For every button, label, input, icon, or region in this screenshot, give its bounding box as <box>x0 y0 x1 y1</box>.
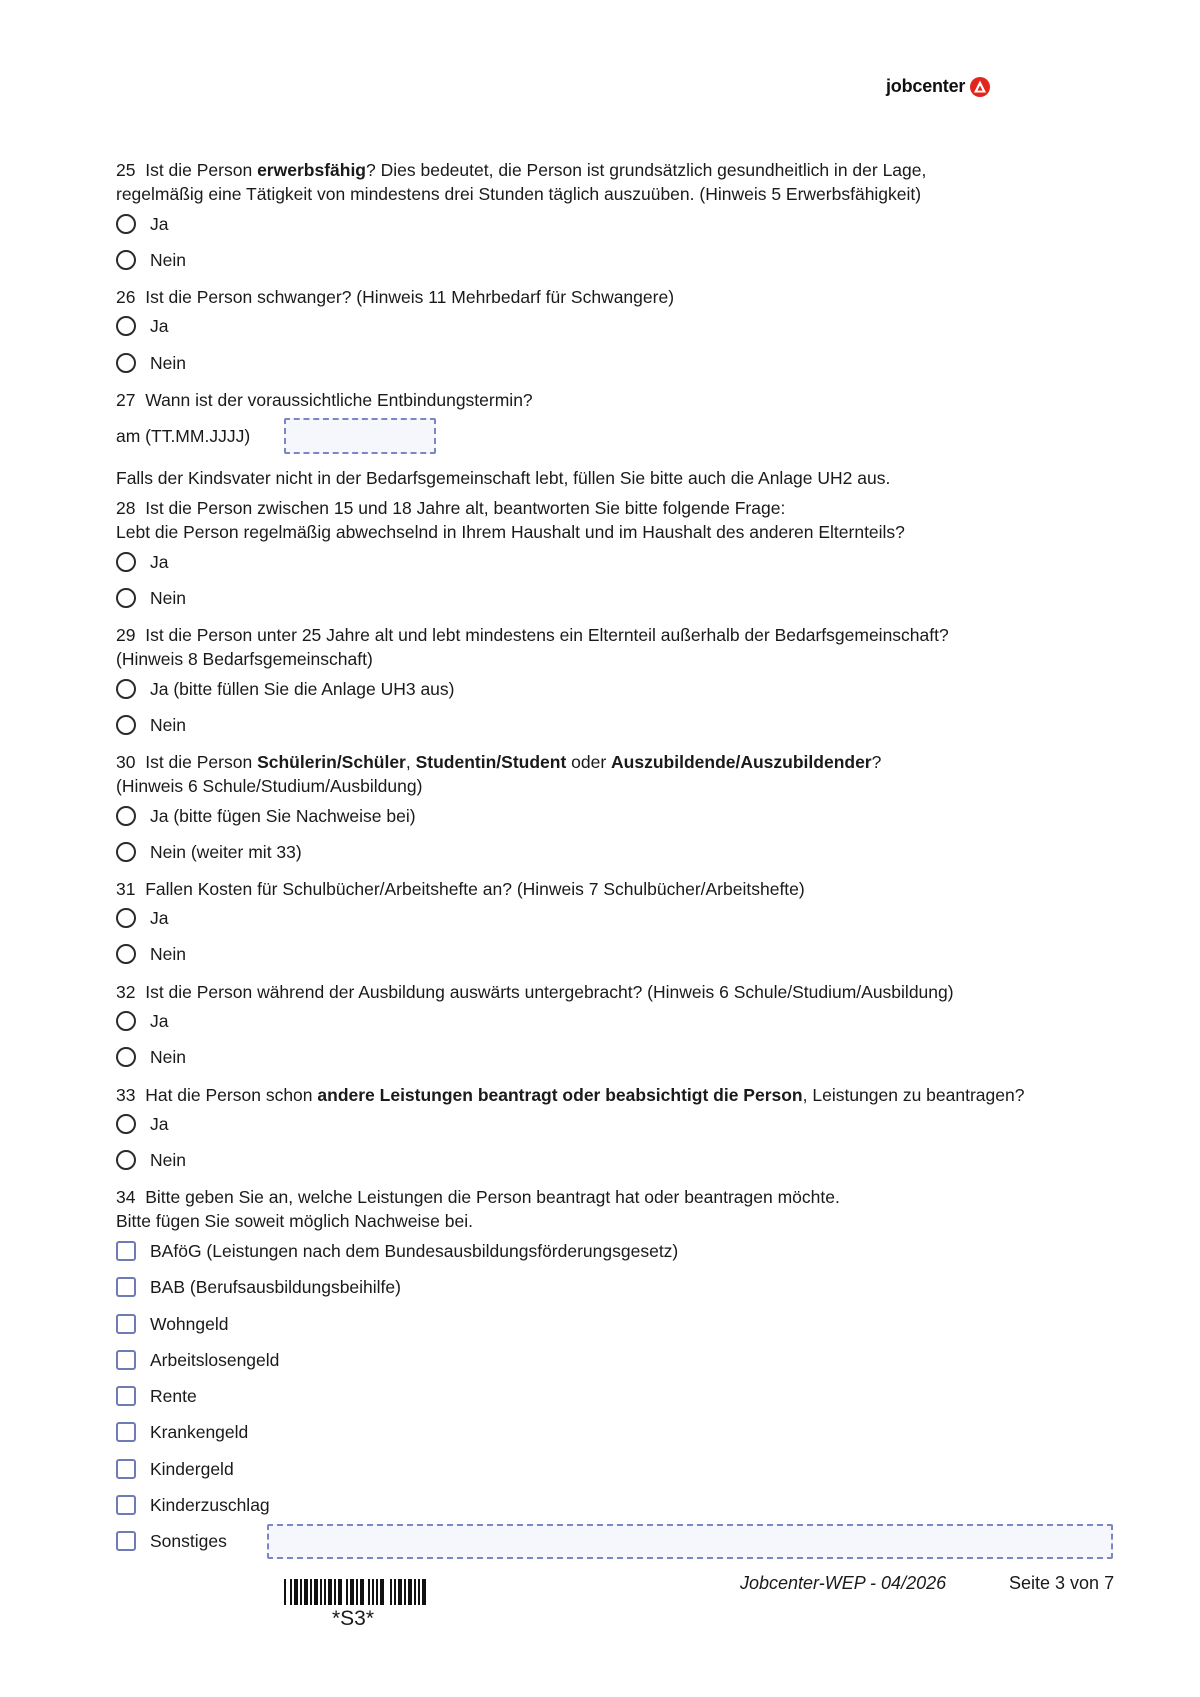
q28-option-ja[interactable] <box>116 549 168 575</box>
checkbox-label: Sonstiges <box>150 1531 227 1551</box>
checkbox-label: BAB (Berufsausbildungsbeihilfe) <box>150 1277 401 1297</box>
question-number: 33 <box>116 1085 136 1105</box>
q25-option-nein[interactable] <box>116 247 186 273</box>
question-text: Wann ist der voraussichtliche Entbindungstermin? <box>145 390 533 410</box>
question-text: oder <box>566 752 612 772</box>
question-text-bold: Studentin/Student <box>415 752 567 772</box>
option-label: Nein <box>150 588 186 608</box>
checkbox-label: Kindergeld <box>150 1459 234 1479</box>
q31-option-ja[interactable] <box>116 905 168 931</box>
question-28 <box>116 496 1126 544</box>
checkbox-label: Wohngeld <box>150 1314 229 1334</box>
note-kindsvater <box>116 466 1126 490</box>
radio-button[interactable] <box>116 908 136 928</box>
radio-button[interactable] <box>116 588 136 608</box>
radio-button[interactable] <box>116 1011 136 1031</box>
checkbox-wohngeld[interactable] <box>116 1311 229 1337</box>
q26-option-nein[interactable] <box>116 350 186 376</box>
option-label: Ja <box>150 1114 169 1134</box>
option-label: Ja <box>150 316 169 336</box>
sonstiges-input[interactable] <box>267 1524 1113 1559</box>
checkbox[interactable] <box>116 1277 136 1297</box>
q29-option-ja[interactable] <box>116 676 454 702</box>
question-text: Ist die Person zwischen 15 und 18 Jahre alt, beantworten Sie bitte folgende Frage: <box>145 498 786 518</box>
question-text-bold: Schülerin/Schüler <box>257 752 406 772</box>
question-text: Ist die Person <box>145 160 258 180</box>
q31-option-nein[interactable] <box>116 941 186 967</box>
question-number: 25 <box>116 160 136 180</box>
question-text: Fallen Kosten für Schulbücher/Arbeitshefte an? (Hinweis 7 Schulbücher/Arbeitshefte) <box>145 879 805 899</box>
document-id: Jobcenter-WEP - 04/2026 <box>740 1573 947 1593</box>
barcode-text: *S3* <box>332 1607 375 1630</box>
question-text: Lebt die Person regelmäßig abwechselnd in Ihrem Haushalt und im Haushalt des anderen Elternteils? <box>116 522 905 542</box>
radio-button[interactable] <box>116 1047 136 1067</box>
question-number: 26 <box>116 287 136 307</box>
question-text-bold: erwerbsfähig <box>257 160 367 180</box>
checkbox-sonstiges[interactable] <box>116 1528 227 1554</box>
question-number: 30 <box>116 752 136 772</box>
radio-button[interactable] <box>116 806 136 826</box>
barcode-image <box>284 1579 426 1605</box>
q29-option-nein[interactable] <box>116 712 186 738</box>
question-text-bold: Auszubildende/Auszubildender <box>611 752 872 772</box>
checkbox[interactable] <box>116 1459 136 1479</box>
radio-button[interactable] <box>116 353 136 373</box>
question-text: Ist die Person während der Ausbildung auswärts untergebracht? (Hinweis 6 Schule/Studium/Ausbildung) <box>145 982 954 1002</box>
radio-button[interactable] <box>116 552 136 572</box>
question-text: Ist die Person schwanger? (Hinweis 11 Mehrbedarf für Schwangere) <box>145 287 675 307</box>
option-label: Nein <box>150 944 186 964</box>
radio-button[interactable] <box>116 944 136 964</box>
radio-button[interactable] <box>116 214 136 234</box>
question-text: , <box>405 752 416 772</box>
checkbox-arbeitslosengeld[interactable] <box>116 1347 279 1373</box>
option-label: Ja <box>150 214 169 234</box>
q33-option-nein[interactable] <box>116 1147 186 1173</box>
question-text: , Leistungen zu beantragen? <box>802 1085 1025 1105</box>
option-label: Ja <box>150 1011 169 1031</box>
question-number: 34 <box>116 1187 136 1207</box>
question-text: Bitte geben Sie an, welche Leistungen die Person beantragt hat oder beantragen möchte. <box>145 1187 840 1207</box>
checkbox[interactable] <box>116 1422 136 1442</box>
radio-button[interactable] <box>116 250 136 270</box>
q30-option-nein[interactable] <box>116 839 302 865</box>
radio-button[interactable] <box>116 316 136 336</box>
question-text: Ist die Person unter 25 Jahre alt und lebt mindestens ein Elternteil außerhalb der Bedarfsgemeinschaft? <box>145 625 949 645</box>
radio-button[interactable] <box>116 842 136 862</box>
question-text: ? Dies bedeutet, die Person ist grundsätzlich gesundheitlich in der Lage, <box>366 160 927 180</box>
due-date-input[interactable] <box>284 418 436 454</box>
checkbox[interactable] <box>116 1495 136 1515</box>
checkbox-label: Rente <box>150 1386 197 1406</box>
option-label: Nein <box>150 1047 186 1067</box>
option-label: Nein (weiter mit 33) <box>150 842 302 862</box>
q25-option-ja[interactable] <box>116 211 168 237</box>
question-32 <box>116 980 1126 1004</box>
checkbox[interactable] <box>116 1386 136 1406</box>
checkbox-kinderzuschlag[interactable] <box>116 1492 270 1518</box>
question-number: 28 <box>116 498 136 518</box>
question-text: Ist die Person <box>145 752 258 772</box>
option-label: Ja <box>150 908 169 928</box>
question-30 <box>116 750 1126 798</box>
checkbox-bab[interactable] <box>116 1274 401 1300</box>
checkbox[interactable] <box>116 1350 136 1370</box>
question-text: Bitte fügen Sie soweit möglich Nachweise bei. <box>116 1211 473 1231</box>
question-text-bold: andere Leistungen beantragt oder beabsichtigt die Person <box>317 1085 803 1105</box>
question-27 <box>116 388 1126 412</box>
question-text: ? <box>871 752 882 772</box>
radio-button[interactable] <box>116 715 136 735</box>
option-label: Nein <box>150 715 186 735</box>
checkbox-rente[interactable] <box>116 1383 197 1409</box>
option-label: Ja (bitte fügen Sie Nachweise bei) <box>150 806 416 826</box>
checkbox-kindergeld[interactable] <box>116 1456 234 1482</box>
question-text: Hat die Person schon <box>145 1085 318 1105</box>
jobcenter-logo <box>886 76 991 97</box>
date-label <box>116 424 1126 448</box>
logo-triangle-icon <box>969 77 991 97</box>
option-label: Ja (bitte füllen Sie die Anlage UH3 aus) <box>150 679 455 699</box>
q32-option-nein[interactable] <box>116 1044 186 1070</box>
q33-option-ja[interactable] <box>116 1111 168 1137</box>
option-label: Nein <box>150 1150 186 1170</box>
option-label: Ja <box>150 552 169 572</box>
page-number: Seite 3 von 7 <box>1009 1573 1115 1593</box>
question-number: 32 <box>116 982 136 1002</box>
q32-option-ja[interactable] <box>116 1008 168 1034</box>
option-label: Nein <box>150 353 186 373</box>
checkbox[interactable] <box>116 1241 136 1261</box>
option-label: Nein <box>150 250 186 270</box>
radio-button[interactable] <box>116 1114 136 1134</box>
question-text: (Hinweis 6 Schule/Studium/Ausbildung) <box>116 776 423 796</box>
question-number: 29 <box>116 625 136 645</box>
radio-button[interactable] <box>116 679 136 699</box>
checkbox-bafoeg[interactable] <box>116 1238 678 1264</box>
question-33 <box>116 1083 1126 1107</box>
question-number: 31 <box>116 879 136 899</box>
checkbox[interactable] <box>116 1314 136 1334</box>
question-29 <box>116 623 1126 671</box>
checkbox-label: Arbeitslosengeld <box>150 1350 280 1370</box>
checkbox-label: BAföG (Leistungen nach dem Bundesausbildungsförderungsgesetz) <box>150 1241 679 1261</box>
checkbox-label: Kinderzuschlag <box>150 1495 270 1515</box>
question-text: (Hinweis 8 Bedarfsgemeinschaft) <box>116 649 373 669</box>
q30-option-ja[interactable] <box>116 803 416 829</box>
checkbox-krankengeld[interactable] <box>116 1419 248 1445</box>
logo-text: jobcenter <box>886 76 966 96</box>
question-text: regelmäßig eine Tätigkeit von mindestens drei Stunden täglich auszuüben. (Hinweis 5 Erwerbsfähigkeit) <box>116 184 922 204</box>
q28-option-nein[interactable] <box>116 585 186 611</box>
question-26 <box>116 285 1126 309</box>
note-text: Falls der Kindsvater nicht in der Bedarfsgemeinschaft lebt, füllen Sie bitte auch die Anlage UH2 aus. <box>116 468 891 488</box>
q26-option-ja[interactable] <box>116 313 168 339</box>
question-number: 27 <box>116 390 136 410</box>
question-31 <box>116 877 1126 901</box>
question-34 <box>116 1185 1126 1233</box>
date-label-text: am (TT.MM.JJJJ) <box>116 426 251 446</box>
question-25 <box>116 158 1126 206</box>
checkbox-label: Krankengeld <box>150 1422 249 1442</box>
checkbox[interactable] <box>116 1531 136 1551</box>
radio-button[interactable] <box>116 1150 136 1170</box>
